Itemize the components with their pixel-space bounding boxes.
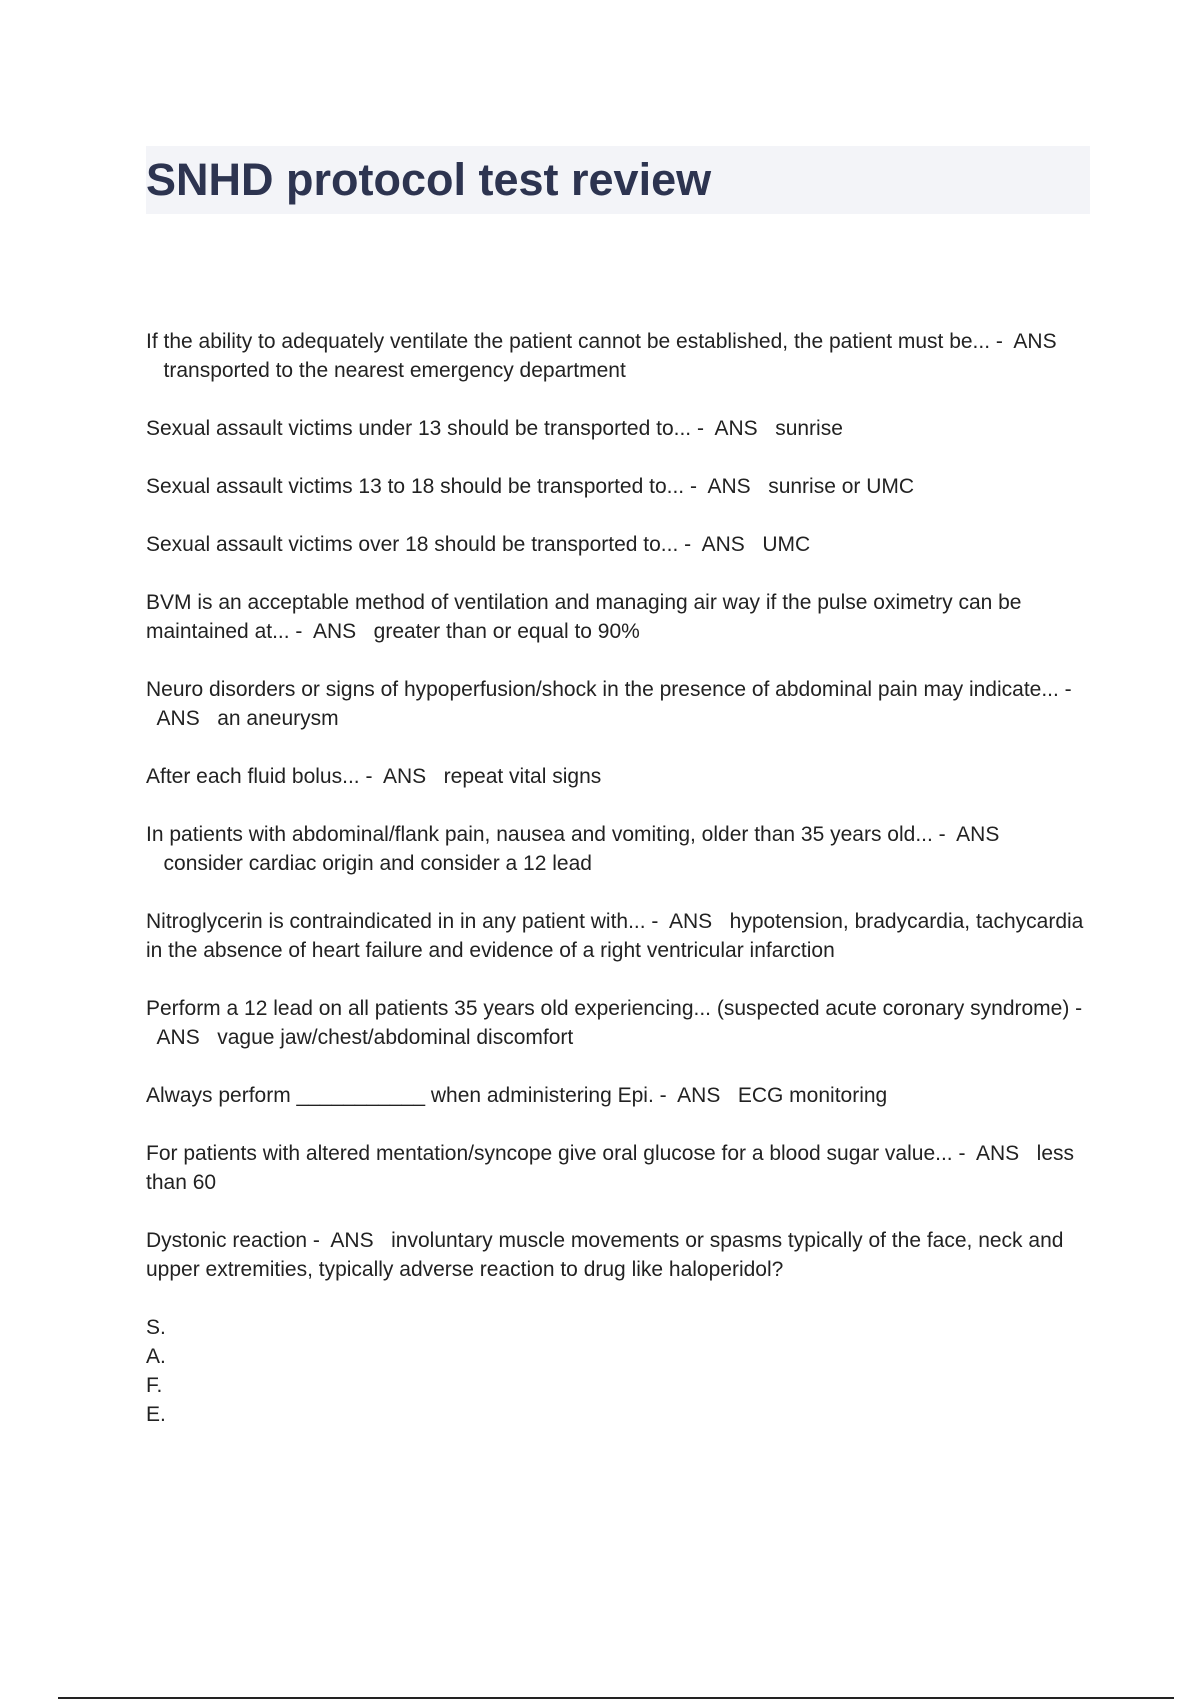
ans-label: ANS: [312, 620, 357, 643]
qa-item: [146, 1226, 1086, 1284]
question-text: BVM is an acceptable method of ventilation and managing air way if the pulse oximetry can be maintained at... -: [146, 591, 1022, 643]
question-text: Sexual assault victims under 13 should be transported to... -: [146, 417, 704, 440]
answer-text: repeat vital signs: [443, 765, 602, 788]
qa-item: [146, 1139, 1086, 1197]
qa-item: [146, 414, 1086, 443]
answer-text: an aneurysm: [217, 707, 339, 730]
qa-item: [146, 675, 1086, 733]
qa-item: [146, 327, 1086, 385]
document-title: SNHD protocol test review: [146, 154, 712, 205]
ans-label: ANS: [707, 475, 751, 498]
answer-text: greater than or equal to 90%: [373, 620, 640, 643]
ans-label: ANS: [714, 417, 758, 440]
question-text: If the ability to adequately ventilate the patient cannot be established, the patient must be... -: [146, 330, 1003, 353]
ans-label: ANS: [677, 1084, 721, 1107]
answer-text: sunrise: [775, 417, 843, 440]
question-text: In patients with abdominal/flank pain, nausea and vomiting, older than 35 years old... -: [146, 823, 946, 846]
qa-item: [146, 588, 1086, 646]
saf-line: A.: [146, 1345, 166, 1368]
answer-text: transported to the nearest emergency department: [163, 359, 626, 382]
answer-text: less than 60: [146, 1142, 1075, 1194]
qa-item: [146, 820, 1086, 878]
qa-item: [146, 530, 1086, 559]
ans-label: ANS: [330, 1229, 374, 1252]
ans-label: ANS: [975, 1142, 1020, 1165]
answer-text: sunrise or UMC: [768, 475, 915, 498]
question-text: Nitroglycerin is contraindicated in in any patient with... -: [146, 910, 659, 933]
question-text: After each fluid bolus... -: [146, 765, 373, 788]
footer-divider: [58, 1697, 1174, 1699]
title-banner: [146, 146, 1090, 214]
qa-list: [146, 327, 1086, 1429]
answer-text: UMC: [762, 533, 811, 556]
question-text: Sexual assault victims over 18 should be transported to... -: [146, 533, 692, 556]
ans-label: ANS: [668, 910, 713, 933]
qa-item: [146, 1081, 1086, 1110]
question-text: Dystonic reaction -: [146, 1229, 320, 1252]
answer-text: vague jaw/chest/abdominal discomfort: [217, 1026, 574, 1049]
qa-item: [146, 907, 1086, 965]
answer-text: ECG monitoring: [737, 1084, 888, 1107]
qa-item: [146, 994, 1086, 1052]
answer-text: involuntary muscle movements or spasms typically of the face, neck and upper extremities, typically adverse reaction to drug like haloperidol?: [146, 1229, 1064, 1281]
question-text: Always perform ___________ when administering Epi. -: [146, 1084, 667, 1107]
question-text: For patients with altered mentation/syncope give oral glucose for a blood sugar value... -: [146, 1142, 966, 1165]
ans-label: ANS: [156, 707, 200, 730]
question-text: Sexual assault victims 13 to 18 should be transported to... -: [146, 475, 697, 498]
saf-line: F.: [146, 1374, 163, 1397]
saf-line: E.: [146, 1403, 166, 1426]
ans-label: ANS: [156, 1026, 200, 1049]
question-text: Neuro disorders or signs of hypoperfusion/shock in the presence of abdominal pain may indicate... -: [146, 678, 1072, 701]
question-text: Perform a 12 lead on all patients 35 years old experiencing... (suspected acute coronary syndrome) -: [146, 997, 1083, 1020]
ans-label: ANS: [956, 823, 1000, 846]
saf-line: S.: [146, 1316, 166, 1339]
answer-text: consider cardiac origin and consider a 12 lead: [163, 852, 592, 875]
saf-mnemonic: [146, 1313, 1086, 1429]
ans-label: ANS: [701, 533, 745, 556]
qa-item: [146, 762, 1086, 791]
ans-label: ANS: [382, 765, 427, 788]
qa-item: [146, 472, 1086, 501]
ans-label: ANS: [1013, 330, 1057, 353]
answer-text: hypotension, bradycardia, tachycardia in the absence of heart failure and evidence of a right ventricular infarction: [146, 910, 1084, 962]
